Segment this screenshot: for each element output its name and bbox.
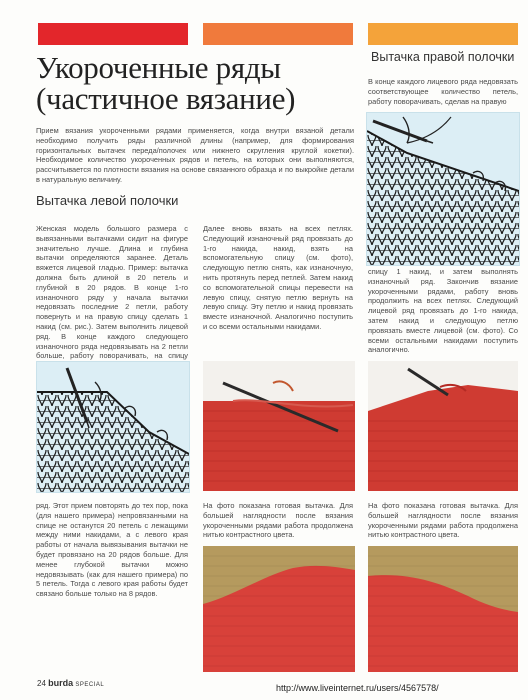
- knit-photo-3: [203, 546, 355, 672]
- col2-bottom-text: На фото показана готовая вытачка. Для большей наглядности после вязания укороченными рядами работа продолжена нитью контрастного цвета.: [203, 501, 353, 540]
- col3-bottom-text: На фото показана готовая вытачка. Для большей наглядности после вязания укороченными рядами работа продолжена нитью контрастного цвета.: [368, 501, 518, 540]
- knit-photo-4: [368, 546, 518, 672]
- photo-needle-work: [203, 361, 355, 491]
- red-color-bar: [38, 23, 188, 45]
- knit-photo-2: [368, 361, 518, 491]
- title-line-2: (частичное вязание): [36, 81, 296, 116]
- col1-bottom-text: ряд. Этот прием повторять до тех пор, пока (для нашего примера) непровязанными на спице не останутся 20 петель с лежащими между ними накидами, а с левого края работы от начала вывязывания вытачки не будет провязано на 20 рядов больше. Для менее глубокой вытачки можно недовязывать (как для нашего примера) по 5 петель. Тогда с левого края работы будет связано больше только на 8 рядов.: [36, 501, 188, 599]
- title-line-1: Укороченные ряды: [36, 50, 281, 85]
- page-number: 24: [37, 679, 46, 688]
- col3-text: спицу 1 накид, и затем выполнять изнаночный ряд. Закончив вязание укороченными рядами, работу вновь продолжить на всех петлях. Следующий лицевой ряд провязать до 1-го накида, затем накид и следующую петлю провязать вместе лицевой (см. фото). Со всеми остальными накидами поступить аналогично.: [368, 267, 518, 355]
- left-knitting-sketch: [36, 361, 190, 493]
- edition-name: SPECIAL: [75, 682, 105, 688]
- col2-text: Далее вновь вязать на всех петлях. Следующий изнаночный ряд провязать до 1-го накида, накид, взять на вспомогательную спицу (см. фото), следующую петлю снять, как изнаночную, нить протянуть перед петлей. Затем накид со вспомогательной спицы перевести на левую спицу, снятую петлю вернуть на левую спицу. Эту петлю и накид провязать вместе изнаночной. Аналогично поступить и со всеми остальными накидами.: [203, 224, 353, 331]
- knit-diagram-right: [367, 113, 519, 265]
- col1-text: Женская модель большого размера с вывязанными вытачками сидит на фигуре значительно лучше. Длина и глубина вытачки определяются заранее. Деталь вяжется лицевой гладью. Пример: вытачка должна быть длиной в 20 петель и глубиной в 20 рядов. В конце 1-го изнаночного ряду у начала вытачки недовязать последние 2 петли, работу повернуть и на правую спицу сделать 1 накид (см. рис.). Затем выполнить лицевой ряд. В конце каждого следующего изнаночного ряда недовязывать на 2 петли больше, работу поворачивать, на спицу: [36, 224, 188, 361]
- right-intro-text: В конце каждого лицевого ряда недовязать соответствующее количество петель, работу поворачивать, сделав на правую: [368, 77, 518, 106]
- orange-color-bar: [203, 23, 353, 45]
- brand-name: burda: [48, 678, 74, 688]
- knit-photo-1: [203, 361, 355, 491]
- photo-short-rows: [368, 361, 518, 491]
- amber-color-bar: [368, 23, 518, 45]
- photo-finished-dart-right: [368, 546, 518, 672]
- page-footer: [37, 678, 104, 688]
- right-knitting-sketch: [366, 112, 520, 266]
- intro-paragraph: Прием вязания укороченными рядами применяется, когда внутри вязаной детали необходимо получить ряды различной длины (например, для формирования горизонтальных вытачек переда/полочек или нижнего скругления круглой кокетки). Необходимое количество укороченных рядов и петель, на которых они выполняются, рассчитывается по плотности вязания на основе связанного образца и по выкройке детали в натуральную величину.: [36, 126, 354, 184]
- photo-finished-dart-left: [203, 546, 355, 672]
- source-url[interactable]: http://www.liveinternet.ru/users/4567578/: [276, 683, 439, 693]
- left-heading: Вытачка левой полочки: [36, 193, 179, 208]
- knit-diagram-left: [37, 362, 189, 492]
- page-title: [36, 52, 356, 114]
- right-heading: Вытачка правой полочки: [371, 50, 515, 64]
